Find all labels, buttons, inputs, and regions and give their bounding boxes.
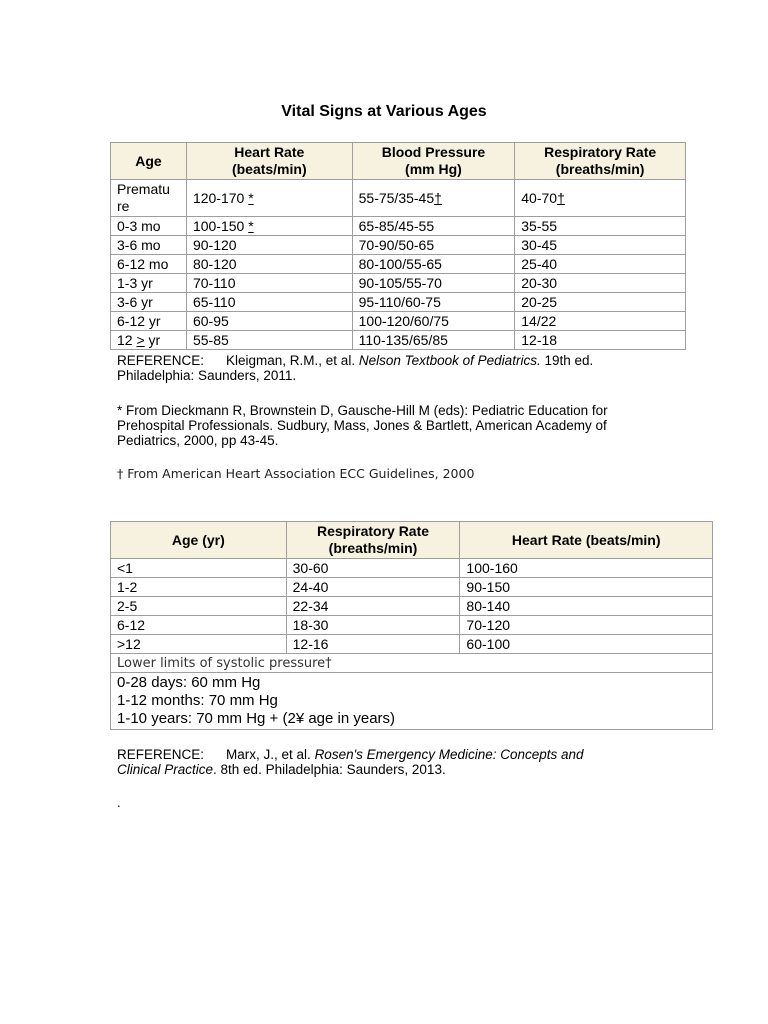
cell-respiratory-rate: 22-34 — [286, 597, 460, 616]
cell-age: 12 > yr — [111, 331, 187, 350]
table-row — [111, 255, 686, 274]
cell-respiratory-rate: 30-45 — [515, 236, 686, 255]
cell-age: 1-3 yr — [111, 274, 187, 293]
cell-age: >12 — [111, 635, 287, 654]
cell-respiratory-rate: 40-70† — [515, 180, 686, 217]
table-header-row — [111, 143, 686, 180]
cell-respiratory-rate: 25-40 — [515, 255, 686, 274]
table-row — [111, 236, 686, 255]
cell-age: 6-12 mo — [111, 255, 187, 274]
cell-age: 6-12 yr — [111, 312, 187, 331]
header-age-yr: Age (yr) — [111, 522, 287, 559]
lower-limits-row — [111, 673, 713, 730]
cell-heart-rate: 90-120 — [186, 236, 352, 255]
cell-heart-rate: 70-120 — [460, 616, 713, 635]
cell-age: 3-6 yr — [111, 293, 187, 312]
cell-blood-pressure: 110-135/65/85 — [352, 331, 515, 350]
cell-heart-rate: 60-100 — [460, 635, 713, 654]
table-row — [111, 559, 713, 578]
table-row — [111, 635, 713, 654]
cell-respiratory-rate: 12-18 — [515, 331, 686, 350]
table-row — [111, 616, 713, 635]
vital-signs-table — [110, 142, 686, 350]
cell-blood-pressure: 80-100/55-65 — [352, 255, 515, 274]
respiratory-heart-rate-table — [110, 521, 713, 730]
cell-respiratory-rate: 18-30 — [286, 616, 460, 635]
footnote-star: * From Dieckmann R, Brownstein D, Gausche-Hill M (eds): Pediatric Education for Prehospital Professionals. Sudbury, Mass, Jones & Bartlett, American Academy of Pediatrics, 2000, pp 43-45. — [117, 403, 608, 448]
table-row — [111, 180, 686, 217]
cell-heart-rate: 55-85 — [186, 331, 352, 350]
cell-heart-rate: 65-110 — [186, 293, 352, 312]
cell-blood-pressure: 55-75/35-45† — [352, 180, 515, 217]
cell-respiratory-rate: 30-60 — [286, 559, 460, 578]
cell-age: 0-3 mo — [111, 217, 187, 236]
lower-limits-label-row — [111, 654, 713, 673]
table-row — [111, 293, 686, 312]
cell-age: 1-2 — [111, 578, 287, 597]
header-respiratory-rate: Respiratory Rate (breaths/min) — [515, 143, 686, 180]
trailing-period: . — [117, 795, 121, 810]
cell-blood-pressure: 70-90/50-65 — [352, 236, 515, 255]
cell-respiratory-rate: 35-55 — [515, 217, 686, 236]
lower-limits-values: 0-28 days: 60 mm Hg 1-12 months: 70 mm Hg 1-10 years: 70 mm Hg + (2¥ age in years) — [111, 673, 713, 730]
cell-age: <1 — [111, 559, 287, 578]
cell-blood-pressure: 100-120/60/75 — [352, 312, 515, 331]
cell-age: 6-12 — [111, 616, 287, 635]
page-title: Vital Signs at Various Ages — [281, 103, 487, 120]
cell-age: 2-5 — [111, 597, 287, 616]
footnote-dagger: † From American Heart Association ECC Guidelines, 2000 — [117, 466, 475, 481]
cell-blood-pressure: 90-105/55-70 — [352, 274, 515, 293]
cell-heart-rate: 60-95 — [186, 312, 352, 331]
cell-heart-rate: 120-170 * — [186, 180, 352, 217]
table-row — [111, 217, 686, 236]
table-header-row — [111, 522, 713, 559]
table-row — [111, 578, 713, 597]
reference-1: REFERENCE: Kleigman, R.M., et al. Nelson Textbook of Pediatrics. 19th ed. Philadelphia: Saunders, 2011. — [117, 353, 594, 383]
cell-blood-pressure: 65-85/45-55 — [352, 217, 515, 236]
header-heart-rate: Heart Rate (beats/min) — [460, 522, 713, 559]
table-row — [111, 597, 713, 616]
cell-age: Prematu re — [111, 180, 187, 217]
cell-heart-rate: 100-160 — [460, 559, 713, 578]
header-age: Age — [111, 143, 187, 180]
table-row — [111, 274, 686, 293]
cell-heart-rate: 80-120 — [186, 255, 352, 274]
cell-respiratory-rate: 24-40 — [286, 578, 460, 597]
cell-blood-pressure: 95-110/60-75 — [352, 293, 515, 312]
table-row — [111, 312, 686, 331]
cell-respiratory-rate: 12-16 — [286, 635, 460, 654]
header-respiratory-rate: Respiratory Rate (breaths/min) — [286, 522, 460, 559]
cell-heart-rate: 100-150 * — [186, 217, 352, 236]
cell-heart-rate: 70-110 — [186, 274, 352, 293]
cell-respiratory-rate: 20-25 — [515, 293, 686, 312]
cell-age: 3-6 mo — [111, 236, 187, 255]
lower-limits-label: Lower limits of systolic pressure† — [111, 654, 713, 673]
cell-heart-rate: 90-150 — [460, 578, 713, 597]
cell-respiratory-rate: 20-30 — [515, 274, 686, 293]
header-blood-pressure: Blood Pressure (mm Hg) — [352, 143, 515, 180]
table-row — [111, 331, 686, 350]
header-heart-rate: Heart Rate (beats/min) — [186, 143, 352, 180]
reference-2: REFERENCE: Marx, J., et al. Rosen's Emergency Medicine: Concepts and Clinical Practice. 8th ed. Philadelphia: Saunders, 2013. — [117, 747, 584, 777]
cell-heart-rate: 80-140 — [460, 597, 713, 616]
cell-respiratory-rate: 14/22 — [515, 312, 686, 331]
